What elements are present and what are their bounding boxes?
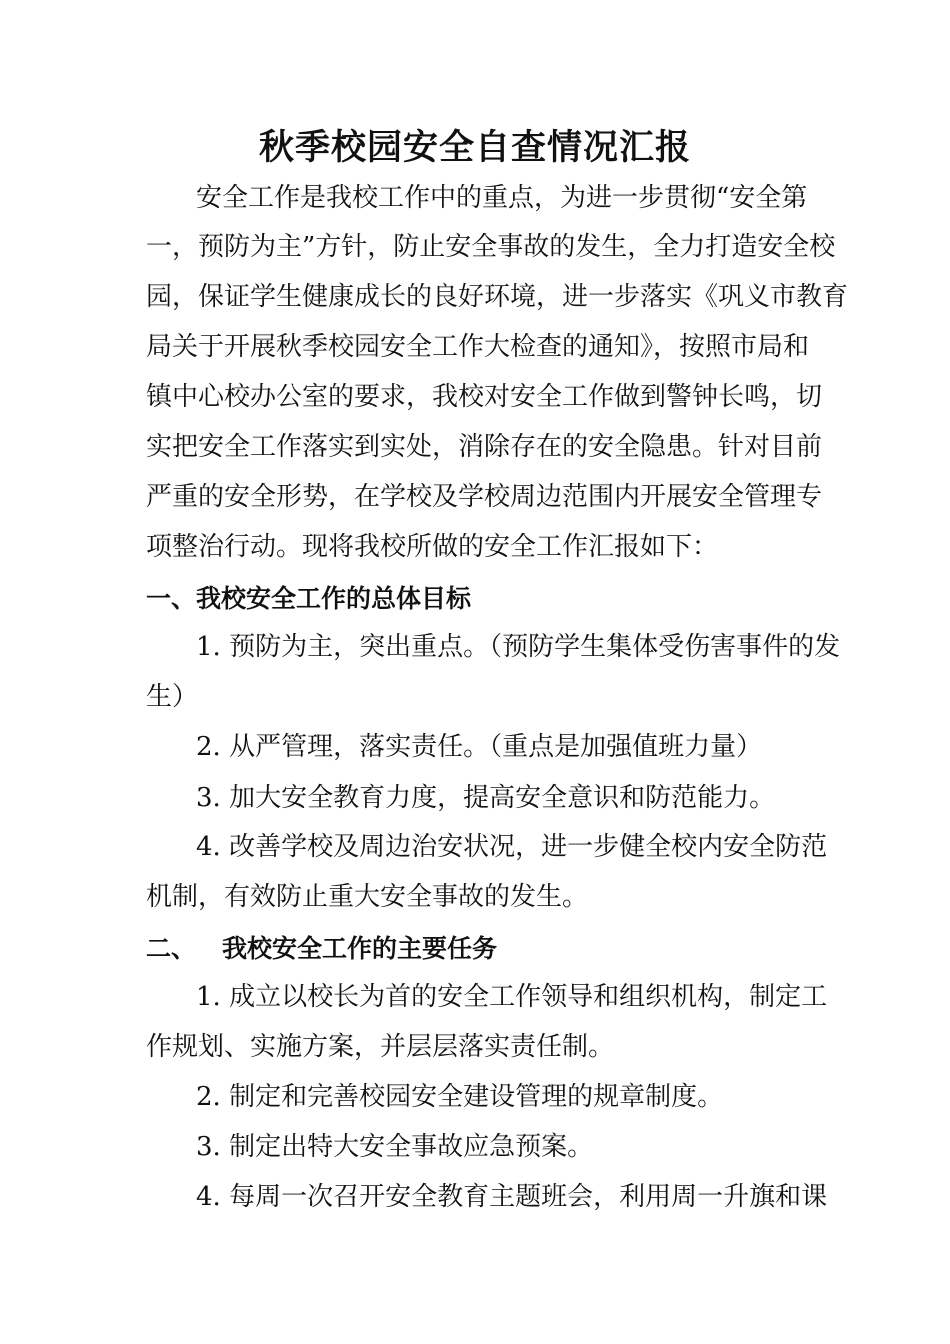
section-1-item-3: 3. 加大安全教育力度，提高安全意识和防范能力。 bbox=[196, 783, 776, 813]
section-1-title: 我校安全工作的总体目标 bbox=[196, 584, 472, 613]
section-2-item-4-line-1: 4. 每周一次召开安全教育主题班会，利用周一升旗和课 bbox=[196, 1182, 828, 1212]
section-1-item-2: 2. 从严管理，落实责任。（重点是加强值班力量） bbox=[196, 732, 763, 762]
intro-line-2: 一，预防为主”方针，防止安全事故的发生，全力打造安全校 bbox=[146, 232, 836, 262]
section-1-item-4-line-1: 4. 改善学校及周边治安状况，进一步健全校内安全防范 bbox=[196, 832, 828, 862]
section-1-heading bbox=[146, 582, 816, 616]
section-2-item-3: 3. 制定出特大安全事故应急预案。 bbox=[196, 1132, 594, 1162]
section-2-heading bbox=[146, 932, 816, 966]
intro-line-7: 严重的安全形势，在学校及学校周边范围内开展安全管理专 bbox=[146, 482, 823, 512]
intro-line-5: 镇中心校办公室的要求，我校对安全工作做到警钟长鸣，切 bbox=[146, 382, 823, 412]
section-2-item-2: 2. 制定和完善校园安全建设管理的规章制度。 bbox=[196, 1082, 724, 1112]
intro-line-1: 安全工作是我校工作中的重点，为进一步贯彻“安全第 bbox=[196, 183, 808, 213]
intro-line-8: 项整治行动。现将我校所做的安全工作汇报如下： bbox=[146, 532, 719, 562]
section-1-number: 一、 bbox=[146, 584, 197, 613]
intro-line-3: 园，保证学生健康成长的良好环境，进一步落实《巩义市教育 bbox=[146, 282, 849, 312]
section-1-item-1-line-2: 生） bbox=[146, 682, 199, 712]
section-2-item-1-line-1: 1. 成立以校长为首的安全工作领导和组织机构，制定工 bbox=[196, 982, 828, 1012]
section-2-item-1-line-2: 作规划、实施方案，并层层落实责任制。 bbox=[146, 1032, 615, 1062]
section-2-number: 二、 bbox=[146, 934, 197, 963]
page-title: 秋季校园安全自查情况汇报 bbox=[258, 128, 691, 168]
section-2-title: 我校安全工作的主要任务 bbox=[222, 934, 498, 963]
intro-line-4: 局关于开展秋季校园安全工作大检查的通知》，按照市局和 bbox=[146, 332, 810, 362]
section-1-item-4-line-2: 机制，有效防止重大安全事故的发生。 bbox=[146, 882, 589, 912]
intro-line-6: 实把安全工作落实到实处，消除存在的安全隐患。针对目前 bbox=[146, 432, 823, 462]
section-1-item-1-line-1: 1. 预防为主，突出重点。（预防学生集体受伤害事件的发 bbox=[196, 632, 841, 662]
